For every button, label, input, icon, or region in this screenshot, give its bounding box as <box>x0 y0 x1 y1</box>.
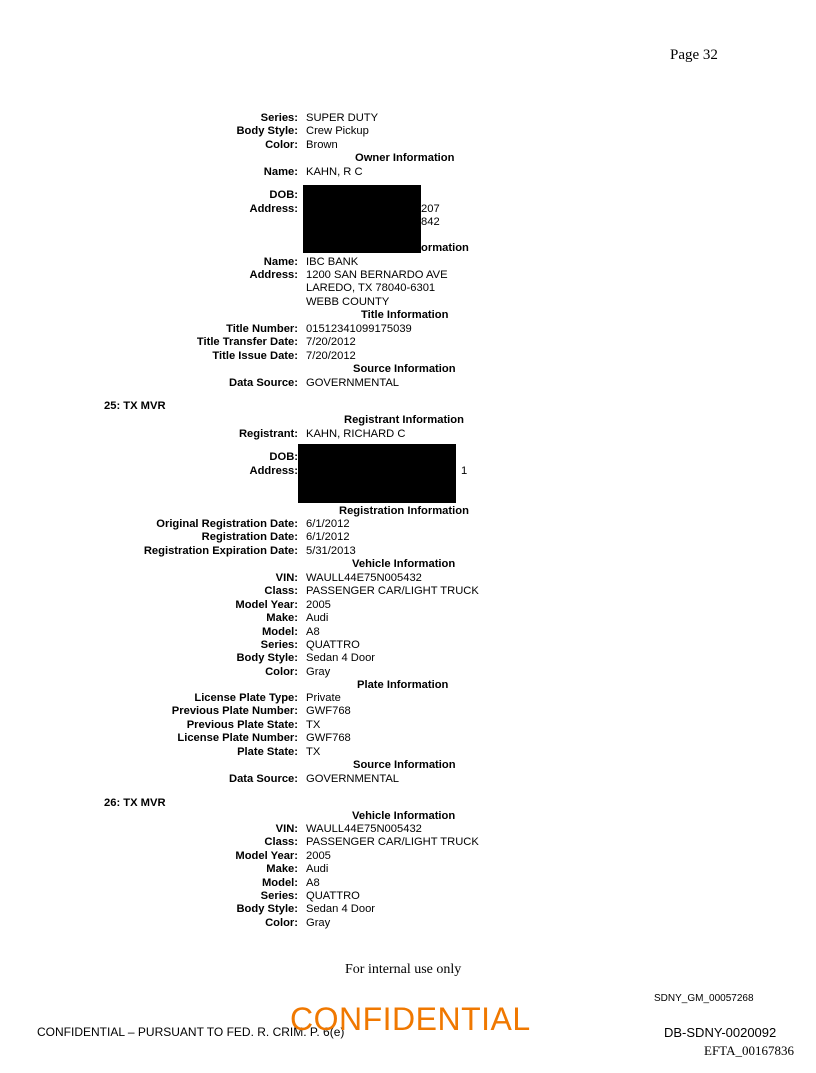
field-row <box>0 545 816 558</box>
field-row <box>0 612 816 625</box>
field-label: Plate State: <box>237 745 298 758</box>
field-row <box>0 112 816 125</box>
field-label: Make: <box>266 612 298 625</box>
section-header-owner: Owner Information <box>355 152 455 164</box>
redaction-box <box>298 444 456 503</box>
field-value: PASSENGER CAR/LIGHT TRUCK <box>306 836 479 849</box>
field-label: Registration Expiration Date: <box>143 544 298 557</box>
field-value: SUPER DUTY <box>306 112 379 124</box>
record-title: 26: TX MVR <box>104 797 166 809</box>
field-row <box>0 705 816 718</box>
field-row <box>0 256 816 269</box>
field-row <box>0 166 816 179</box>
field-row <box>0 518 816 531</box>
field-value: 5/31/2013 <box>306 544 356 557</box>
field-value: QUATTRO <box>306 639 360 651</box>
field-row <box>0 296 816 309</box>
field-label: Address: <box>249 465 298 477</box>
field-row <box>0 773 816 786</box>
field-row <box>0 572 816 585</box>
field-row <box>0 428 816 441</box>
field-value: TX <box>306 718 321 731</box>
field-value: KAHN, R C <box>306 166 363 178</box>
section-header-plate: Plate Information <box>357 679 449 691</box>
section-header-registrant: Registrant Information <box>344 414 464 426</box>
bates-number-efta: EFTA_00167836 <box>704 1043 794 1058</box>
section-header-vehicle: Vehicle Information <box>352 558 456 570</box>
confidential-notice: CONFIDENTIAL – PURSUANT TO FED. R. CRIM. P. 6(e) <box>37 1025 345 1039</box>
field-row <box>0 125 816 138</box>
field-label: Title Number: <box>226 323 298 335</box>
field-row <box>0 269 816 282</box>
field-label: Data Source: <box>228 773 298 785</box>
bates-number-sdny-gm: SDNY_GM_00057268 <box>654 993 754 1004</box>
section-header-source: Source Information <box>353 363 456 375</box>
field-row <box>0 850 816 863</box>
field-value: 01512341099175039 <box>306 323 412 335</box>
field-value: IBC BANK <box>306 256 359 268</box>
field-value: WAULL44E75N005432 <box>306 572 422 584</box>
field-value: GWF768 <box>306 732 351 745</box>
field-label: License Plate Type: <box>194 692 298 704</box>
field-label: Registrant: <box>238 428 298 440</box>
field-label: Series: <box>260 639 298 651</box>
field-label: Registration Date: <box>201 531 298 544</box>
section-header-title: Title Information <box>361 309 449 321</box>
field-label: Model: <box>261 625 298 638</box>
field-label: Color: <box>265 665 298 678</box>
field-row <box>0 692 816 705</box>
redaction-box <box>303 185 421 253</box>
field-value: 6/1/2012 <box>306 518 350 530</box>
field-label: Address: <box>249 203 298 215</box>
field-value: 7/20/2012 <box>306 336 356 349</box>
address-fragment: 842 <box>421 216 440 228</box>
address-line: WEBB COUNTY <box>306 296 390 308</box>
field-label: Model Year: <box>235 849 298 862</box>
field-value: Crew Pickup <box>306 125 369 138</box>
field-value: 6/1/2012 <box>306 531 350 544</box>
field-row <box>0 903 816 916</box>
internal-use-note: For internal use only <box>345 962 462 977</box>
field-label: Name: <box>263 256 298 268</box>
field-row <box>0 350 816 363</box>
address-line: LAREDO, TX 78040-6301 <box>306 282 436 294</box>
field-label: Name: <box>263 166 298 178</box>
field-value: Audi <box>306 612 329 625</box>
field-value: Private <box>306 692 341 704</box>
field-label: Body Style: <box>236 125 298 138</box>
field-label: Body Style: <box>236 652 298 665</box>
field-row <box>0 282 816 295</box>
field-value: KAHN, RICHARD C <box>306 428 406 440</box>
field-row <box>0 863 816 876</box>
field-row <box>0 626 816 639</box>
field-label: VIN: <box>275 572 298 584</box>
field-value: GOVERNMENTAL <box>306 377 400 389</box>
field-row <box>0 746 816 759</box>
section-header-fragment: ormation <box>421 242 469 254</box>
field-value: A8 <box>306 625 320 638</box>
field-value: Sedan 4 Door <box>306 903 376 916</box>
address-line: 1200 SAN BERNARDO AVE <box>306 269 448 281</box>
field-label: Previous Plate State: <box>186 718 298 731</box>
field-row <box>0 719 816 732</box>
field-label: Title Issue Date: <box>212 349 298 362</box>
field-value: A8 <box>306 876 320 889</box>
field-label: Original Registration Date: <box>156 518 298 530</box>
field-label: Title Transfer Date: <box>196 336 298 349</box>
field-label: VIN: <box>275 823 298 835</box>
field-row <box>0 531 816 544</box>
section-header-source: Source Information <box>353 759 456 771</box>
field-value: Audi <box>306 863 329 876</box>
field-label: Data Source: <box>228 377 298 389</box>
field-row <box>0 323 816 336</box>
field-label: Address: <box>249 269 298 281</box>
bates-number-db-sdny: DB-SDNY-0020092 <box>664 1025 777 1040</box>
field-label: Model Year: <box>235 598 298 611</box>
field-row <box>0 652 816 665</box>
field-value: Gray <box>306 916 331 929</box>
field-label: Model: <box>261 876 298 889</box>
field-label: Series: <box>260 890 298 902</box>
field-label: DOB: <box>269 189 298 201</box>
confidential-stamp: CONFIDENTIAL <box>290 1001 531 1037</box>
page-number: Page 32 <box>670 47 718 63</box>
field-row <box>0 877 816 890</box>
field-value: GWF768 <box>306 705 351 718</box>
field-label: Class: <box>264 836 298 849</box>
field-row <box>0 377 816 390</box>
field-label: License Plate Number: <box>177 732 298 745</box>
field-value: Brown <box>306 138 338 151</box>
field-row <box>0 890 816 903</box>
field-row <box>0 823 816 836</box>
section-header-registration: Registration Information <box>339 505 469 517</box>
address-fragment: 207 <box>421 203 440 215</box>
field-value: 7/20/2012 <box>306 349 356 362</box>
field-value: 2005 <box>306 849 331 862</box>
field-value: PASSENGER CAR/LIGHT TRUCK <box>306 585 479 598</box>
field-value: 2005 <box>306 598 331 611</box>
field-label: Class: <box>264 585 298 598</box>
field-label: DOB: <box>269 451 298 463</box>
field-row <box>0 836 816 849</box>
field-row <box>0 732 816 745</box>
field-label: Make: <box>266 863 298 876</box>
field-value: QUATTRO <box>306 890 360 902</box>
field-label: Color: <box>265 916 298 929</box>
field-row <box>0 585 816 598</box>
field-value: Sedan 4 Door <box>306 652 376 665</box>
field-row <box>0 666 816 679</box>
field-value: GOVERNMENTAL <box>306 773 400 785</box>
field-label: Series: <box>260 112 298 124</box>
record-title: 25: TX MVR <box>104 400 166 412</box>
section-header-vehicle: Vehicle Information <box>352 810 456 822</box>
field-value: WAULL44E75N005432 <box>306 823 422 835</box>
field-label: Previous Plate Number: <box>171 705 298 718</box>
field-row <box>0 139 816 152</box>
field-value: TX <box>306 745 321 758</box>
address-fragment: 1 <box>461 465 468 477</box>
field-label: Color: <box>265 138 298 151</box>
field-row <box>0 917 816 930</box>
field-row <box>0 336 816 349</box>
field-row <box>0 639 816 652</box>
field-label: Body Style: <box>236 903 298 916</box>
field-row <box>0 599 816 612</box>
field-value: Gray <box>306 665 331 678</box>
